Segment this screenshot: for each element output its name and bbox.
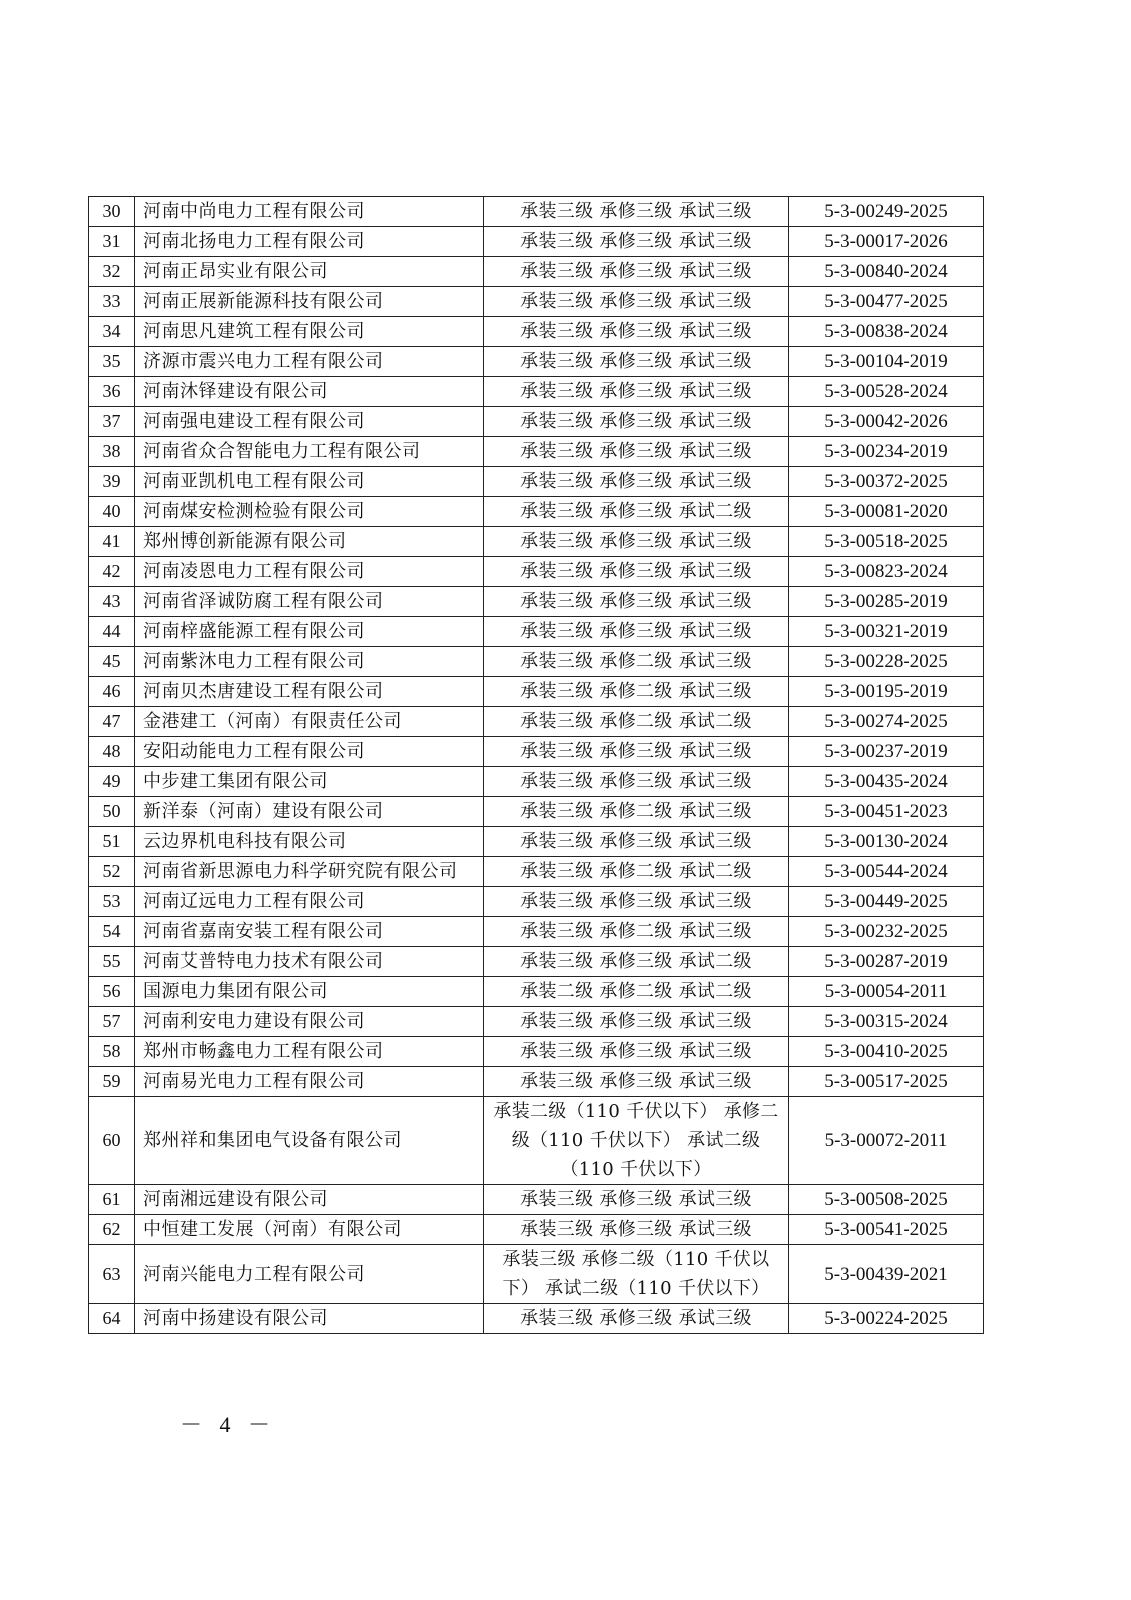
certificate-number: 5-3-00104-2019 xyxy=(789,347,984,377)
table-row xyxy=(89,947,984,977)
table-row xyxy=(89,257,984,287)
table-row xyxy=(89,887,984,917)
company-name: 郑州市畅鑫电力工程有限公司 xyxy=(135,1037,484,1067)
certificate-number: 5-3-00228-2025 xyxy=(789,647,984,677)
company-name: 河南省泽诚防腐工程有限公司 xyxy=(135,587,484,617)
table-row xyxy=(89,1215,984,1245)
table-row xyxy=(89,587,984,617)
qualification-level: 承装三级 承修三级 承试三级 xyxy=(484,437,789,467)
certificate-number: 5-3-00234-2019 xyxy=(789,437,984,467)
table-row xyxy=(89,677,984,707)
qualification-level: 承装三级 承修三级 承试三级 xyxy=(484,347,789,377)
qualification-level: 承装三级 承修三级 承试三级 xyxy=(484,287,789,317)
certificate-number: 5-3-00439-2021 xyxy=(789,1245,984,1304)
certificate-number: 5-3-00315-2024 xyxy=(789,1007,984,1037)
row-number: 30 xyxy=(89,197,135,227)
qualification-level: 承装三级 承修二级 承试三级 xyxy=(484,647,789,677)
company-name: 河南亚凯机电工程有限公司 xyxy=(135,467,484,497)
company-name: 河南正展新能源科技有限公司 xyxy=(135,287,484,317)
company-name: 河南煤安检测检验有限公司 xyxy=(135,497,484,527)
qualification-level: 承装三级 承修三级 承试三级 xyxy=(484,557,789,587)
company-name: 河南梓盛能源工程有限公司 xyxy=(135,617,484,647)
table-row xyxy=(89,437,984,467)
certificate-number: 5-3-00451-2023 xyxy=(789,797,984,827)
certificate-number: 5-3-00081-2020 xyxy=(789,497,984,527)
row-number: 41 xyxy=(89,527,135,557)
table-body xyxy=(89,197,984,1334)
company-name: 河南省嘉南安装工程有限公司 xyxy=(135,917,484,947)
qualification-table xyxy=(88,196,984,1334)
company-name: 新洋泰（河南）建设有限公司 xyxy=(135,797,484,827)
certificate-number: 5-3-00130-2024 xyxy=(789,827,984,857)
company-name: 云边界机电科技有限公司 xyxy=(135,827,484,857)
certificate-number: 5-3-00840-2024 xyxy=(789,257,984,287)
table-row xyxy=(89,737,984,767)
row-number: 35 xyxy=(89,347,135,377)
qualification-level: 承装三级 承修二级 承试三级 xyxy=(484,677,789,707)
row-number: 45 xyxy=(89,647,135,677)
row-number: 40 xyxy=(89,497,135,527)
certificate-number: 5-3-00372-2025 xyxy=(789,467,984,497)
table-row xyxy=(89,1245,984,1304)
table-row xyxy=(89,707,984,737)
table-row xyxy=(89,917,984,947)
company-name: 河南贝杰唐建设工程有限公司 xyxy=(135,677,484,707)
qualification-level: 承装三级 承修三级 承试二级 xyxy=(484,947,789,977)
certificate-number: 5-3-00528-2024 xyxy=(789,377,984,407)
certificate-number: 5-3-00518-2025 xyxy=(789,527,984,557)
table-row xyxy=(89,857,984,887)
row-number: 60 xyxy=(89,1097,135,1185)
company-name: 济源市震兴电力工程有限公司 xyxy=(135,347,484,377)
row-number: 52 xyxy=(89,857,135,887)
company-name: 河南辽远电力工程有限公司 xyxy=(135,887,484,917)
row-number: 48 xyxy=(89,737,135,767)
row-number: 62 xyxy=(89,1215,135,1245)
table-row xyxy=(89,287,984,317)
qualification-level: 承装三级 承修三级 承试三级 xyxy=(484,1185,789,1215)
certificate-number: 5-3-00410-2025 xyxy=(789,1037,984,1067)
table-row xyxy=(89,347,984,377)
company-name: 安阳动能电力工程有限公司 xyxy=(135,737,484,767)
table-row xyxy=(89,977,984,1007)
qualification-level: 承装三级 承修三级 承试三级 xyxy=(484,737,789,767)
company-name: 河南沐铎建设有限公司 xyxy=(135,377,484,407)
row-number: 32 xyxy=(89,257,135,287)
qualification-level: 承装三级 承修三级 承试三级 xyxy=(484,827,789,857)
row-number: 57 xyxy=(89,1007,135,1037)
company-name: 河南省新思源电力科学研究院有限公司 xyxy=(135,857,484,887)
company-name: 河南强电建设工程有限公司 xyxy=(135,407,484,437)
row-number: 56 xyxy=(89,977,135,1007)
certificate-number: 5-3-00017-2026 xyxy=(789,227,984,257)
qualification-level: 承装三级 承修三级 承试三级 xyxy=(484,197,789,227)
company-name: 河南利安电力建设有限公司 xyxy=(135,1007,484,1037)
company-name: 中步建工集团有限公司 xyxy=(135,767,484,797)
company-name: 河南中尚电力工程有限公司 xyxy=(135,197,484,227)
certificate-number: 5-3-00237-2019 xyxy=(789,737,984,767)
certificate-number: 5-3-00232-2025 xyxy=(789,917,984,947)
row-number: 33 xyxy=(89,287,135,317)
qualification-level: 承装三级 承修三级 承试三级 xyxy=(484,377,789,407)
table-row xyxy=(89,527,984,557)
certificate-number: 5-3-00042-2026 xyxy=(789,407,984,437)
table-row xyxy=(89,197,984,227)
company-name: 河南紫沐电力工程有限公司 xyxy=(135,647,484,677)
certificate-number: 5-3-00508-2025 xyxy=(789,1185,984,1215)
certificate-number: 5-3-00544-2024 xyxy=(789,857,984,887)
row-number: 63 xyxy=(89,1245,135,1304)
row-number: 44 xyxy=(89,617,135,647)
company-name: 河南思凡建筑工程有限公司 xyxy=(135,317,484,347)
company-name: 郑州祥和集团电气设备有限公司 xyxy=(135,1097,484,1185)
table-row xyxy=(89,767,984,797)
certificate-number: 5-3-00321-2019 xyxy=(789,617,984,647)
company-name: 河南艾普特电力技术有限公司 xyxy=(135,947,484,977)
qualification-level: 承装三级 承修二级 承试二级 xyxy=(484,857,789,887)
table-row xyxy=(89,407,984,437)
row-number: 37 xyxy=(89,407,135,437)
row-number: 47 xyxy=(89,707,135,737)
qualification-level: 承装三级 承修三级 承试三级 xyxy=(484,527,789,557)
row-number: 50 xyxy=(89,797,135,827)
row-number: 34 xyxy=(89,317,135,347)
certificate-number: 5-3-00274-2025 xyxy=(789,707,984,737)
table-row xyxy=(89,557,984,587)
qualification-level: 承装三级 承修三级 承试三级 xyxy=(484,1304,789,1334)
company-name: 河南湘远建设有限公司 xyxy=(135,1185,484,1215)
table-row xyxy=(89,1067,984,1097)
qualification-level: 承装三级 承修三级 承试三级 xyxy=(484,767,789,797)
qualification-level: 承装三级 承修三级 承试三级 xyxy=(484,1067,789,1097)
company-name: 河南正昂实业有限公司 xyxy=(135,257,484,287)
qualification-level: 承装三级 承修三级 承试三级 xyxy=(484,1037,789,1067)
qualification-level: 承装三级 承修三级 承试三级 xyxy=(484,1007,789,1037)
certificate-number: 5-3-00435-2024 xyxy=(789,767,984,797)
table-row xyxy=(89,317,984,347)
certificate-number: 5-3-00072-2011 xyxy=(789,1097,984,1185)
qualification-level: 承装三级 承修三级 承试三级 xyxy=(484,587,789,617)
table-row xyxy=(89,1185,984,1215)
qualification-level: 承装三级 承修三级 承试三级 xyxy=(484,1215,789,1245)
certificate-number: 5-3-00823-2024 xyxy=(789,557,984,587)
table-row xyxy=(89,1037,984,1067)
qualification-level: 承装三级 承修三级 承试三级 xyxy=(484,887,789,917)
table-row xyxy=(89,1097,984,1185)
row-number: 38 xyxy=(89,437,135,467)
qualification-level: 承装三级 承修三级 承试三级 xyxy=(484,317,789,347)
page-number: － 4 － xyxy=(180,1412,277,1437)
table-row xyxy=(89,497,984,527)
row-number: 61 xyxy=(89,1185,135,1215)
certificate-number: 5-3-00449-2025 xyxy=(789,887,984,917)
row-number: 36 xyxy=(89,377,135,407)
company-name: 河南易光电力工程有限公司 xyxy=(135,1067,484,1097)
certificate-number: 5-3-00224-2025 xyxy=(789,1304,984,1334)
company-name: 中恒建工发展（河南）有限公司 xyxy=(135,1215,484,1245)
row-number: 55 xyxy=(89,947,135,977)
table-row xyxy=(89,827,984,857)
company-name: 河南中扬建设有限公司 xyxy=(135,1304,484,1334)
row-number: 58 xyxy=(89,1037,135,1067)
company-name: 金港建工（河南）有限责任公司 xyxy=(135,707,484,737)
qualification-level: 承装二级 承修二级 承试二级 xyxy=(484,977,789,1007)
company-name: 河南省众合智能电力工程有限公司 xyxy=(135,437,484,467)
table-row xyxy=(89,797,984,827)
qualification-level: 承装三级 承修二级（110 千伏以下） 承试二级（110 千伏以下） xyxy=(484,1245,789,1304)
company-name: 郑州博创新能源有限公司 xyxy=(135,527,484,557)
qualification-level: 承装三级 承修三级 承试三级 xyxy=(484,227,789,257)
qualification-level: 承装三级 承修二级 承试二级 xyxy=(484,707,789,737)
certificate-number: 5-3-00285-2019 xyxy=(789,587,984,617)
row-number: 64 xyxy=(89,1304,135,1334)
row-number: 42 xyxy=(89,557,135,587)
table-row xyxy=(89,647,984,677)
certificate-number: 5-3-00838-2024 xyxy=(789,317,984,347)
qualification-level: 承装三级 承修三级 承试三级 xyxy=(484,617,789,647)
certificate-number: 5-3-00287-2019 xyxy=(789,947,984,977)
table-row xyxy=(89,467,984,497)
qualification-level: 承装三级 承修二级 承试三级 xyxy=(484,917,789,947)
row-number: 39 xyxy=(89,467,135,497)
company-name: 河南北扬电力工程有限公司 xyxy=(135,227,484,257)
row-number: 53 xyxy=(89,887,135,917)
qualification-level: 承装三级 承修三级 承试三级 xyxy=(484,407,789,437)
table-row xyxy=(89,1007,984,1037)
certificate-number: 5-3-00541-2025 xyxy=(789,1215,984,1245)
row-number: 46 xyxy=(89,677,135,707)
row-number: 54 xyxy=(89,917,135,947)
certificate-number: 5-3-00477-2025 xyxy=(789,287,984,317)
qualification-level: 承装三级 承修三级 承试二级 xyxy=(484,497,789,527)
certificate-number: 5-3-00517-2025 xyxy=(789,1067,984,1097)
row-number: 31 xyxy=(89,227,135,257)
table-row xyxy=(89,617,984,647)
table-row xyxy=(89,227,984,257)
table-row xyxy=(89,1304,984,1334)
qualification-level: 承装三级 承修三级 承试三级 xyxy=(484,257,789,287)
table-row xyxy=(89,377,984,407)
row-number: 49 xyxy=(89,767,135,797)
row-number: 51 xyxy=(89,827,135,857)
row-number: 59 xyxy=(89,1067,135,1097)
qualification-level: 承装三级 承修三级 承试三级 xyxy=(484,467,789,497)
company-name: 河南兴能电力工程有限公司 xyxy=(135,1245,484,1304)
certificate-number: 5-3-00249-2025 xyxy=(789,197,984,227)
qualification-level: 承装三级 承修二级 承试三级 xyxy=(484,797,789,827)
company-name: 国源电力集团有限公司 xyxy=(135,977,484,1007)
row-number: 43 xyxy=(89,587,135,617)
certificate-number: 5-3-00054-2011 xyxy=(789,977,984,1007)
qualification-level: 承装二级（110 千伏以下） 承修二级（110 千伏以下） 承试二级（110 千伏以下） xyxy=(484,1097,789,1185)
company-name: 河南凌恩电力工程有限公司 xyxy=(135,557,484,587)
certificate-number: 5-3-00195-2019 xyxy=(789,677,984,707)
